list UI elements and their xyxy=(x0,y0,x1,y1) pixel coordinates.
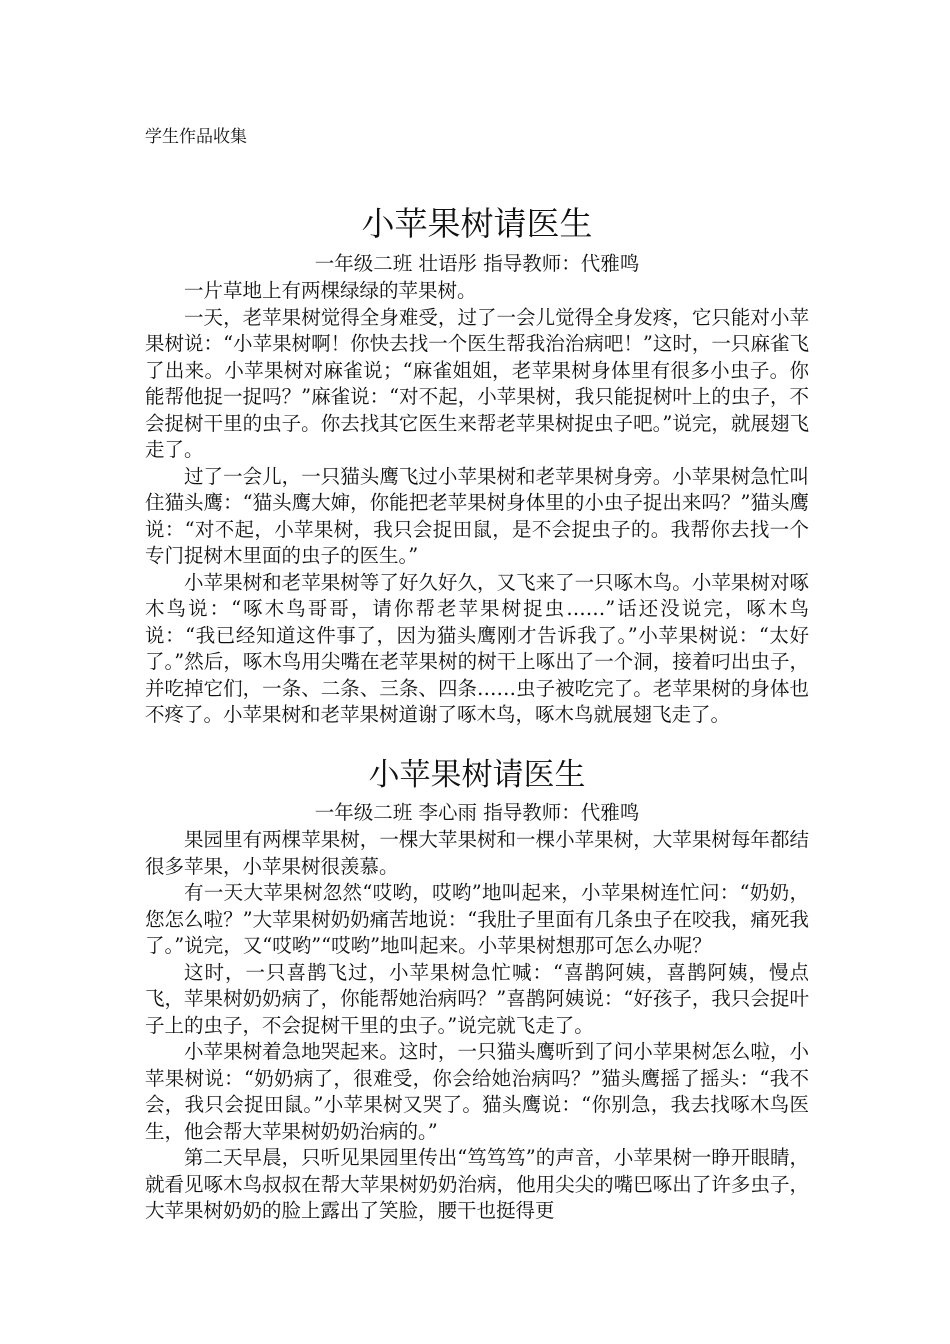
story-byline: 一年级二班 壮语彤 指导教师：代雅鸣 xyxy=(314,252,640,275)
story-paragraph: 有一天大苹果树忽然“哎哟，哎哟”地叫起来，小苹果树连忙问：“奶奶，您怎么啦？”大苹果树奶奶痛苦地说：“我肚子里面有几条虫子在咬我，痛死我了。”说完，又“哎哟”“哎哟”地叫起来。小苹果树想那可怎么办呢？ xyxy=(145,881,809,957)
story-paragraph: 一天，老苹果树觉得全身难受，过了一会儿觉得全身发疼，它只能对小苹果树说：“小苹果树啊！你快去找一个医生帮我治治病吧！”这时，一只麻雀飞了出来。小苹果树对麻雀说；“麻雀姐姐，老苹果树身体里有很多小虫子。你能帮他捉一捉吗？”麻雀说：“对不起，小苹果树，我只能捉树叶上的虫子，不会捉树干里的虫子。你去找其它医生来帮老苹果树捉虫子吧。”说完，就展翅飞走了。 xyxy=(145,305,809,461)
story-1 xyxy=(145,198,809,729)
story-paragraph: 第二天早晨，只听见果园里传出“笃笃笃”的声音，小苹果树一睁开眼睛，就看见啄木鸟叔叔在帮大苹果树奶奶治病，他用尖尖的嘴巴啄出了许多虫子，大苹果树奶奶的脸上露出了笑脸，腰干也挺得更 xyxy=(145,1146,809,1222)
story-byline: 一年级二班 李心雨 指导教师：代雅鸣 xyxy=(314,801,640,824)
story-title: 小苹果树请医生 xyxy=(361,204,593,243)
story-2 xyxy=(145,751,809,1225)
story-paragraph: 这时，一只喜鹊飞过，小苹果树急忙喊：“喜鹊阿姨，喜鹊阿姨，慢点飞，苹果树奶奶病了，你能帮她治病吗？”喜鹊阿姨说：“好孩子，我只会捉叶子上的虫子，不会捉树干里的虫子。”说完就飞走了。 xyxy=(145,960,809,1037)
story-paragraph: 一片草地上有两棵绿绿的苹果树。 xyxy=(184,279,477,302)
page-header: 学生作品收集 xyxy=(145,127,247,147)
story-paragraph: 果园里有两棵苹果树，一棵大苹果树和一棵小苹果树，大苹果树每年都结很多苹果，小苹果树很羡慕。 xyxy=(145,828,809,878)
story-title: 小苹果树请医生 xyxy=(368,757,586,793)
story-paragraph: 过了一会儿，一只猫头鹰飞过小苹果树和老苹果树身旁。小苹果树急忙叫住猫头鹰：“猫头鹰大婶，你能把老苹果树身体里的小虫子捉出来吗？”猫头鹰说：“对不起，小苹果树，我只会捉田鼠，是不会捉虫子的。我帮你去找一个专门捉树木里面的虫子的医生。” xyxy=(145,464,809,567)
story-paragraph: 小苹果树和老苹果树等了好久好久，又飞来了一只啄木鸟。小苹果树对啄木鸟说：“啄木鸟哥哥，请你帮老苹果树捉虫……”话还没说完，啄木鸟说：“我已经知道这件事了，因为猫头鹰刚才告诉我了。”小苹果树说：“太好了。”然后，啄木鸟用尖嘴在老苹果树的树干上啄出了一个洞，接着叼出虫子，并吃掉它们，一条、二条、三条、四条……虫子被吃完了。老苹果树的身体也不疼了。小苹果树和老苹果树道谢了啄木鸟，啄木鸟就展翅飞走了。 xyxy=(145,570,809,726)
story-paragraph: 小苹果树着急地哭起来。这时，一只猫头鹰听到了问小苹果树怎么啦，小苹果树说：“奶奶病了，很难受，你会给她治病吗？”猫头鹰摇了摇头：“我不会，我只会捉田鼠。”小苹果树又哭了。猫头鹰说：“你别急，我去找啄木鸟医生，他会帮大苹果树奶奶治病的。” xyxy=(145,1040,809,1143)
